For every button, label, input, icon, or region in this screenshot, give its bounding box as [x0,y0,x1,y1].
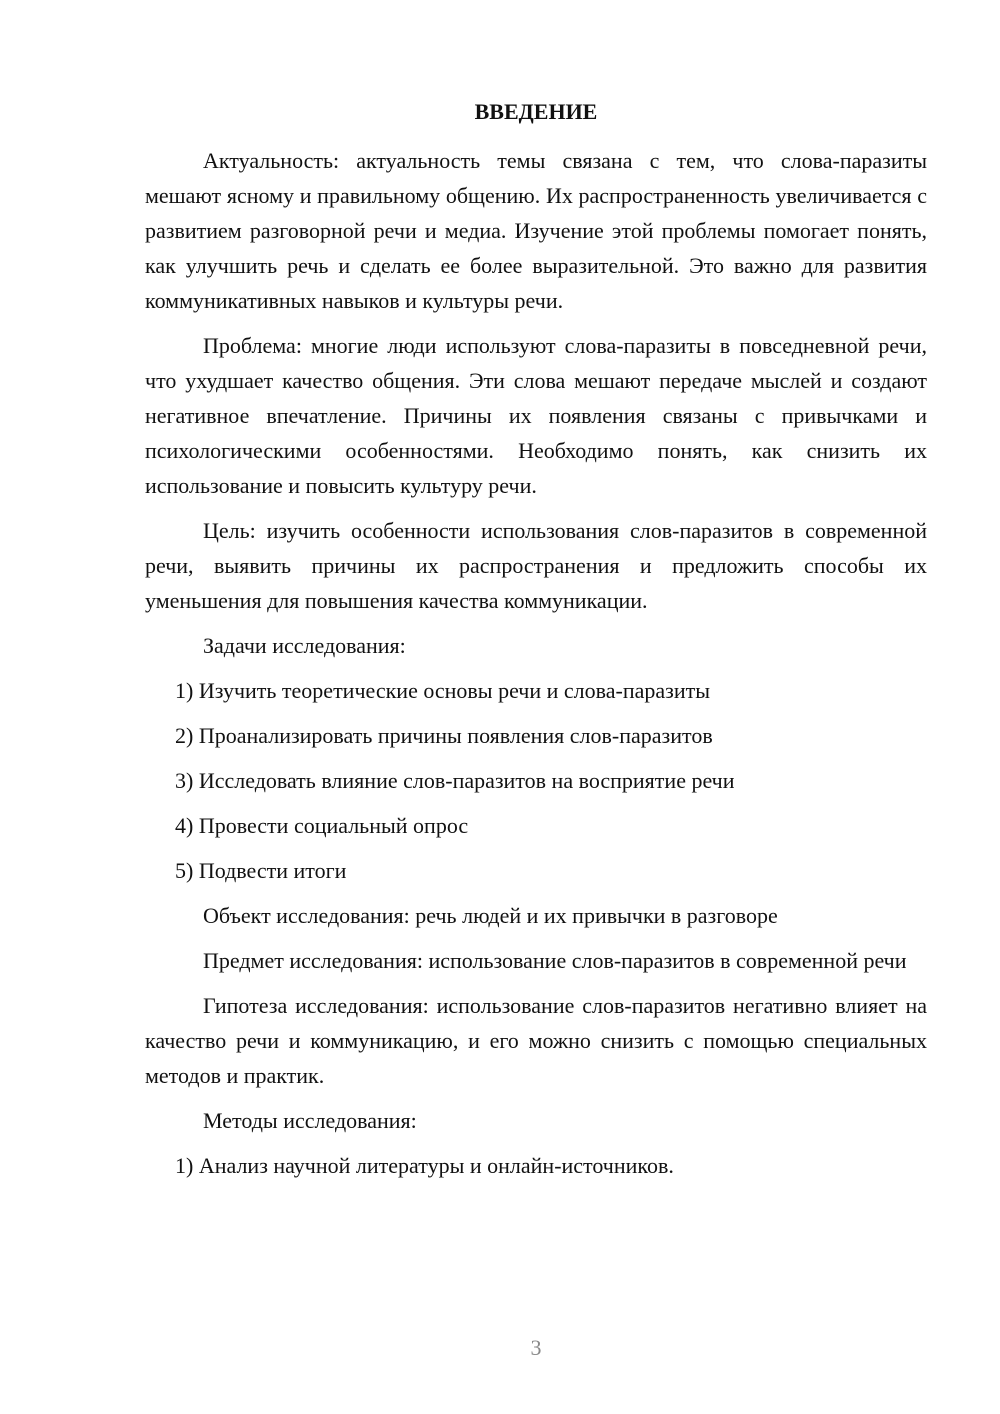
method-item-1: 1) Анализ научной литературы и онлайн-источников. [175,1153,674,1178]
paragraph-problem: Проблема: многие люди используют слова-паразиты в повседневной речи, что ухудшает качество общения. Эти слова мешают передаче мыслей и создают негативное впечатление. Причины их появления связаны с привычками и психологическими особенностями. Необходимо понять, как снизить их использование и повысить культуру речи. [145,333,927,498]
paragraph-goal: Цель: изучить особенности использования слов-паразитов в современной речи, выявить причины их распространения и предложить способы их уменьшения для повышения качества коммуникации. [145,518,927,613]
paragraph-subject: Предмет исследования: использование слов-паразитов в современной речи [203,948,907,973]
task-item-4: 4) Провести социальный опрос [175,813,469,838]
methods-heading: Методы исследования: [203,1108,417,1133]
paragraph-object: Объект исследования: речь людей и их привычки в разговоре [203,903,778,928]
task-item-5: 5) Подвести итоги [175,858,347,883]
page-title: ВВЕДЕНИЕ [474,99,598,124]
tasks-heading: Задачи исследования: [203,633,406,658]
task-item-3: 3) Исследовать влияние слов-паразитов на восприятие речи [175,768,735,793]
task-item-1: 1) Изучить теоретические основы речи и слова-паразиты [175,678,711,703]
page-content [145,143,927,1193]
paragraph-relevance: Актуальность: актуальность темы связана с тем, что слова-паразиты мешают ясному и правильному общению. Их распространенность увеличивается с развитием разговорной речи и медиа. Изучение этой проблемы помогает понять, как улучшить речь и сделать ее более выразительной. Это важно для развития коммуникативных навыков и культуры речи. [145,148,927,313]
task-item-2: 2) Проанализировать причины появления слов-паразитов [175,723,713,748]
page-number: 3 [530,1335,542,1360]
paragraph-hypothesis: Гипотеза исследования: использование слов-паразитов негативно влияет на качество речи и коммуникацию, и его можно снизить с помощью специальных методов и практик. [145,993,927,1088]
